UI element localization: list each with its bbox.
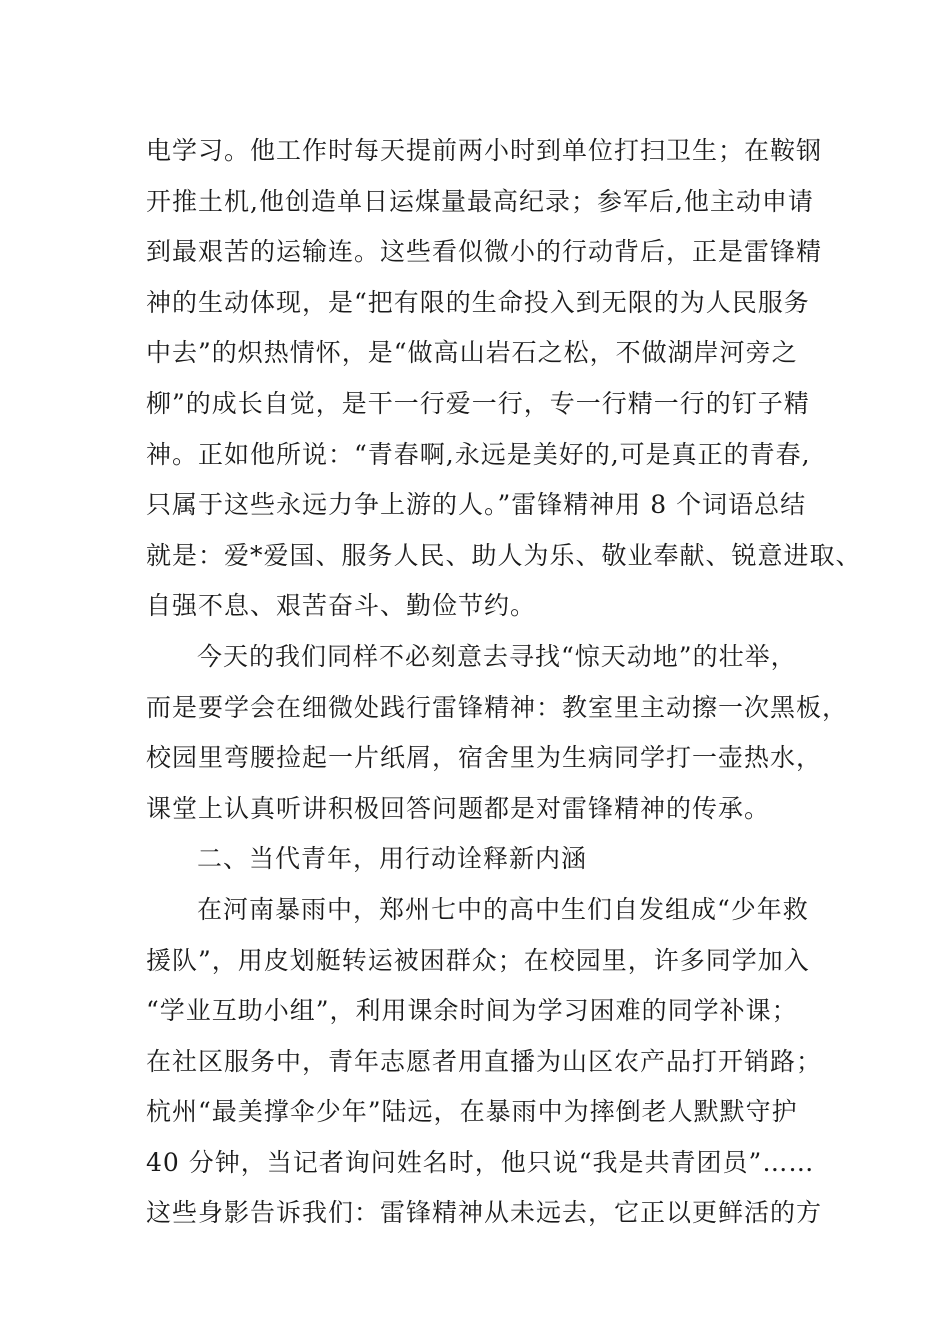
text-line: 在社区服务中，青年志愿者用直播为山区农产品打开销路；	[146, 1046, 823, 1076]
section-heading: 二、当代青年，用行动诠释新内涵	[197, 844, 588, 874]
body-text	[146, 126, 862, 1239]
text-line: 只属于这些永远力争上游的人。”雷锋精神用 8 个词语总结	[146, 490, 807, 520]
text-line: 电学习。他工作时每天提前两小时到单位打扫卫生；在鞍钢	[146, 136, 823, 165]
text-line: 神。正如他所说：“青春啊,永远是美好的,可是真正的青春,	[146, 439, 811, 469]
text-line: 神的生动体现，是“把有限的生命投入到无限的为人民服务	[146, 287, 810, 317]
text-line: “学业互助小组”，利用课余时间为学习困难的同学补课；	[146, 996, 798, 1026]
text-line: 就是：爱*爱国、服务人民、助人为乐、敬业奉献、锐意进取、	[146, 540, 862, 570]
text-line: 课堂上认真听讲积极回答问题都是对雷锋精神的传承。	[146, 793, 771, 823]
text-line: 40 分钟，当记者询问姓名时，他只说“我是共青团员”……	[146, 1147, 815, 1177]
text-line: 到最艰苦的运输连。这些看似微小的行动背后，正是雷锋精	[146, 237, 823, 267]
text-line: 而是要学会在细微处践行雷锋精神：教室里主动擦一次黑板，	[146, 692, 849, 722]
text-line: 援队”，用皮划艇转运被困群众；在校园里，许多同学加入	[146, 945, 810, 975]
paragraph-start-line: 今天的我们同样不必刻意去寻找“惊天动地”的壮举，	[197, 641, 797, 671]
text-line: 杭州“最美撑伞少年”陆远，在暴雨中为摔倒老人默默守护	[146, 1097, 798, 1127]
text-line: 校园里弯腰捡起一片纸屑，宿舍里为生病同学打一壶热水，	[146, 743, 823, 773]
text-line: 这些身影告诉我们：雷锋精神从未远去，它正以更鲜活的方	[146, 1198, 823, 1228]
text-line: 自强不息、艰苦奋斗、勤俭节约。	[146, 591, 537, 621]
paragraph-start-line: 在河南暴雨中，郑州七中的高中生们自发组成“少年救	[197, 894, 809, 924]
text-line: 开推土机,他创造单日运煤量最高纪录；参军后,他主动申请	[146, 186, 814, 216]
text-line: 中去”的炽热情怀，是“做高山岩石之松，不做湖岸河旁之	[146, 338, 798, 368]
text-line: 柳”的成长自觉，是干一行爱一行，专一行精一行的钉子精	[146, 388, 810, 418]
